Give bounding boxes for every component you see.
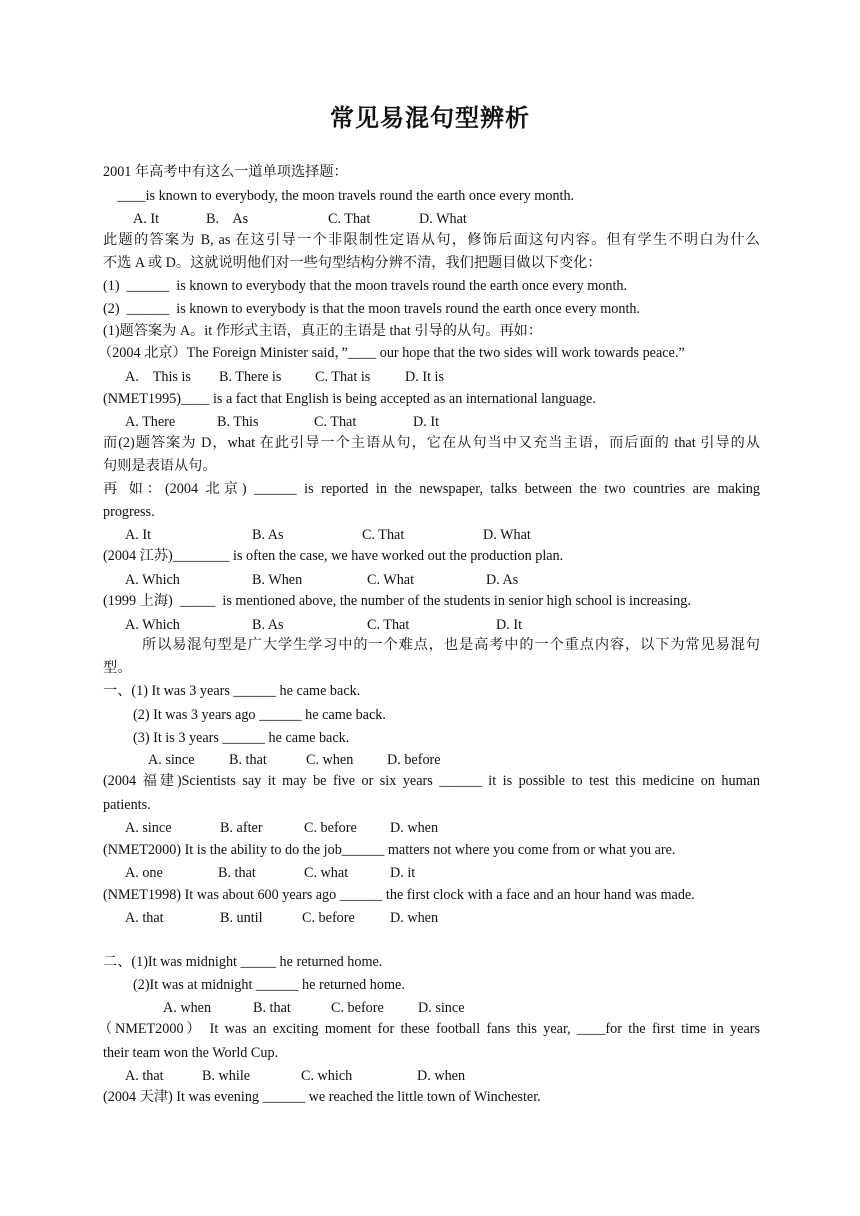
question-line: 二、(1)It was midnight _____ he returned home. bbox=[103, 954, 383, 970]
question-line: (2004 江苏)________ is often the case, we have worked out the production plan. bbox=[103, 548, 564, 564]
option: D. when bbox=[390, 820, 439, 836]
option: A. It bbox=[133, 211, 160, 227]
text-line: 不选 A 或 D。这就说明他们对一些句型结构分辨不清，我们把题目做以下变化： bbox=[103, 255, 602, 271]
option: A. There bbox=[125, 414, 176, 430]
option: B. As bbox=[252, 527, 284, 543]
question-line: (3) It is 3 years ______ he came back. bbox=[133, 730, 350, 746]
option: C. before bbox=[331, 1000, 384, 1016]
option: D. It bbox=[496, 617, 523, 633]
option: B. after bbox=[220, 820, 263, 836]
option: D. It is bbox=[405, 369, 445, 385]
page-title: 常见易混句型辨析 bbox=[330, 103, 530, 132]
text-line: 所以易混句型是广大学生学习中的一个难点，也是高考中的一个重点内容，以下为常见易混句 bbox=[142, 637, 760, 653]
text-line: 2001 年高考中有这么一道单项选择题： bbox=[103, 164, 348, 180]
question-line: (NMET1995)____ is a fact that English is being accepted as an international language. bbox=[103, 391, 596, 407]
question-line: 一、(1) It was 3 years ______ he came back. bbox=[103, 683, 361, 699]
question-line: ____is known to everybody, the moon travels round the earth once every month. bbox=[103, 188, 575, 204]
question-line: (2) It was 3 years ago ______ he came back. bbox=[133, 707, 386, 723]
option: B. There is bbox=[219, 369, 282, 385]
text-line: their team won the World Cup. bbox=[103, 1045, 279, 1061]
question-line: (2004 福建)Scientists say it may be five or six years ______ it is possible to test this medicine on human bbox=[103, 773, 760, 789]
question-line: (2)It was at midnight ______ he returned home. bbox=[133, 977, 405, 993]
option: D. before bbox=[387, 752, 441, 768]
option: D. it bbox=[390, 865, 416, 881]
option: A. Which bbox=[125, 617, 180, 633]
question-line: (1999 上海) _____ is mentioned above, the number of the students in senior high school is increasing. bbox=[103, 593, 691, 609]
text-line: 型。 bbox=[103, 660, 132, 676]
option: A. one bbox=[125, 865, 163, 881]
question-line: (1) ______ is known to everybody that the moon travels round the earth once every month. bbox=[103, 278, 628, 294]
option: A. that bbox=[125, 1068, 164, 1084]
option: B. As bbox=[206, 211, 249, 227]
option: B. When bbox=[252, 572, 303, 588]
option: A. This is bbox=[125, 369, 191, 385]
option: D. As bbox=[486, 572, 519, 588]
option: B. that bbox=[229, 752, 267, 768]
option: D. since bbox=[418, 1000, 465, 1016]
option: D. when bbox=[417, 1068, 466, 1084]
question-line: （2004 北京）The Foreign Minister said，”____ our hope that the two sides will work towards peace.” bbox=[98, 345, 685, 361]
text-line: 此题的答案为 B, as 在这引导一个非限制性定语从句，修饰后面这句内容。但有学生不明白为什么 bbox=[103, 232, 760, 248]
question-line: (2004 天津) It was evening ______ we reached the little town of Winchester. bbox=[103, 1089, 541, 1105]
text-line: progress. bbox=[103, 504, 155, 520]
question-line: （NMET2000） It was an exciting moment for these football fans this year, ____for the first time in years bbox=[98, 1021, 760, 1037]
option: C. That bbox=[328, 211, 371, 227]
option: B. that bbox=[218, 865, 256, 881]
text-line: 句则是表语从句。 bbox=[103, 458, 217, 474]
option: C. That bbox=[362, 527, 405, 543]
option: C. That is bbox=[315, 369, 371, 385]
option: D. when bbox=[390, 910, 439, 926]
option: B. As bbox=[252, 617, 284, 633]
option: C. before bbox=[302, 910, 355, 926]
option: B. that bbox=[253, 1000, 291, 1016]
text-line: 而(2)题答案为 D，what 在此引导一个主语从句，它在从句当中又充当主语，而后面的 that 引导的从 bbox=[103, 435, 760, 451]
option: D. What bbox=[483, 527, 531, 543]
option: C. That bbox=[367, 617, 410, 633]
option: C. before bbox=[304, 820, 357, 836]
option: A. It bbox=[125, 527, 152, 543]
text-line: (1)题答案为 A。it 作形式主语，真正的主语是 that 引导的从句。再如： bbox=[103, 323, 543, 339]
option: C. That bbox=[314, 414, 357, 430]
option: A. Which bbox=[125, 572, 180, 588]
option: C. What bbox=[367, 572, 415, 588]
option: C. which bbox=[301, 1068, 353, 1084]
text-line: patients. bbox=[103, 797, 151, 813]
option: A. since bbox=[148, 752, 195, 768]
question-line: (2) ______ is known to everybody is that the moon travels round the earth once every month. bbox=[103, 301, 641, 317]
option: A. when bbox=[163, 1000, 212, 1016]
option: D. What bbox=[419, 211, 467, 227]
question-line: (NMET1998) It was about 600 years ago ______ the first clock with a face and an hour hand was made. bbox=[103, 887, 695, 903]
option: C. what bbox=[304, 865, 349, 881]
question-line: 再 如：(2004 北京) ______ is reported in the newspaper, talks between the two countries are making bbox=[103, 481, 760, 497]
option: B. This bbox=[217, 414, 259, 430]
option: D. It bbox=[413, 414, 440, 430]
option: B. until bbox=[220, 910, 263, 926]
option: A. that bbox=[125, 910, 164, 926]
option: B. while bbox=[202, 1068, 251, 1084]
question-line: (NMET2000) It is the ability to do the job______ matters not where you come from or what you are. bbox=[103, 842, 676, 858]
option: C. when bbox=[306, 752, 354, 768]
option: A. since bbox=[125, 820, 172, 836]
